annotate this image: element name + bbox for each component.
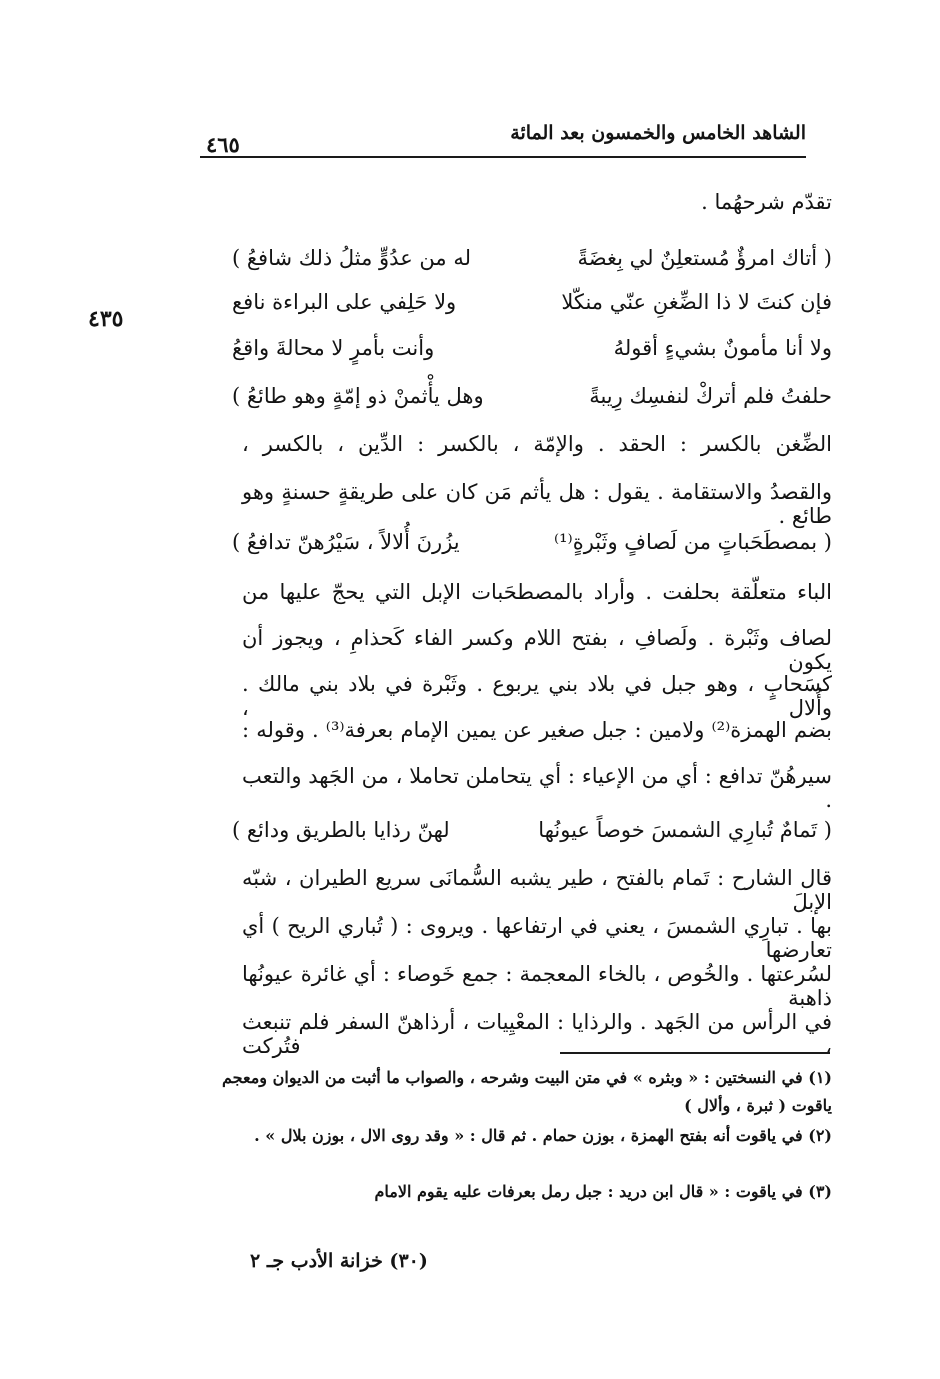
commentary-line: في الرأس من الجَهد . والرذايا : المعْيِيات ، أرذاهنّ السفر فلم تنبعث ، فتُركت <box>242 1010 832 1058</box>
footnote: (١) في النسختين : « وبثره » في متن البيت وشرحه ، والصواب ما أثبت من الديوان ومعجم ياقوت ( ثبرة ، وألال ) <box>222 1068 832 1115</box>
verse-line <box>232 290 832 334</box>
commentary-line: بضم الهمزة⁽²⁾ ولامين : جبل صغير عن يمين الإمام بعرفة⁽³⁾ . وقوله : <box>242 718 833 742</box>
commentary-line: الضِّغن بالكسر : الحقد . والإمّة ، بالكسر : الدِّين ، بالكسر ، <box>242 432 832 456</box>
verse-first-hemistich: ولا أنا مأمونٌ بشيءٍ أقولهُ <box>613 336 832 360</box>
verse-first-hemistich: ( أتاك امرؤٌ مُستعلِنٌ لي بِغضَةً <box>577 246 832 270</box>
verse-second-hemistich: له من عدُوٍّ مثلُ ذلك شافعُ ) <box>232 246 471 270</box>
commentary-line: الباء متعلّقة بحلفت . وأراد بالمصطحَبات الإبل التي يحجّ عليها من <box>242 580 832 604</box>
commentary-line: قال الشارح : تَمام بالفتح ، طير يشبه السُّمانَى سريع الطيران ، شبّه الإبلَ <box>242 866 832 914</box>
running-head-title: الشاهد الخامس والخمسون بعد المائة <box>510 122 806 144</box>
verse-first-hemistich: ( تَمامٌ تُبارِي الشمسَ خوصاً عيونُها <box>538 818 832 842</box>
signature-mark: (٣٠) خزانة الأدب جـ ٢ <box>250 1250 428 1272</box>
verse-second-hemistich: وهل يأْثمنْ ذو إمّةٍ وهو طائعُ ) <box>232 384 484 408</box>
commentary-line: بها . تبارِي الشمسَ ، يعني في ارتفاعها . ويروى : ( تُباري الريح ) أي تعارضها <box>242 914 832 962</box>
footnote: (٢) في ياقوت أنه بفتح الهمزة ، بوزن حمام . ثم قال : « وقد روى الال ، بوزن بلال » . <box>254 1126 832 1145</box>
commentary-line: والقصدُ والاستقامة . يقول : هل يأثم مَن كان على طريقةٍ حسنةٍ وهو طائع . <box>242 480 832 528</box>
verse-first-hemistich: حلفتُ فلم أتركْ لنفسِك رِيبةً <box>589 384 832 408</box>
verse-second-hemistich: يزُرنَ أُلالاً ، سَيْرُهنّ تدافعُ ) <box>232 530 460 554</box>
verse-line <box>232 336 832 380</box>
commentary-line: لسُرعتها . والخُوص ، بالخاء المعجمة : جمع خَوصاء : أي غائرة عيونُها ذاهبة <box>242 962 832 1010</box>
intro-line: تقدّم شرحهُما . <box>701 190 832 214</box>
margin-page-reference: ٤٣٥ <box>88 306 124 332</box>
page-number: ٤٦٥ <box>206 132 240 157</box>
verse-line <box>232 818 832 862</box>
verse-line <box>232 384 832 428</box>
verse-line <box>232 246 832 290</box>
commentary-line: كسَحابٍ ، وهو جبل في بلاد بني يربوع . وثَبْرة في بلاد بني مالك . وأُلال ، <box>242 672 832 720</box>
verse-first-hemistich: ( بمصطَحَباتٍ من لَصافٍ وثَبْرةٍ⁽¹⁾ <box>553 530 832 554</box>
verse-second-hemistich: ولا حَلِفي على البراءة نافع <box>232 290 457 314</box>
running-header <box>200 118 806 158</box>
footnote-separator <box>560 1052 830 1054</box>
verse-first-hemistich: فإن كنتَ لا ذا الضِّغنِ عنّي منكّلا <box>561 290 832 314</box>
verse-line <box>232 530 832 574</box>
commentary-line: لصاف وثَبْرة . ولَصافِ ، بفتح اللام وكسر الفاء كَحذامِ ، ويجوز أن يكون <box>242 626 832 674</box>
verse-second-hemistich: وأنت بأمرٍ لا محالةَ واقعُ <box>232 336 435 360</box>
commentary-line: سيرهُنّ تدافع : أي من الإعياء : أي يتحاملن تحاملا ، من الجَهد والتعب . <box>242 764 832 812</box>
footnote: (٣) في ياقوت : « قال ابن دريد : جبل رمل بعرفات عليه يقوم الامام <box>374 1182 832 1201</box>
verse-second-hemistich: لهنّ رذايا بالطريق ودائع ) <box>232 818 450 842</box>
